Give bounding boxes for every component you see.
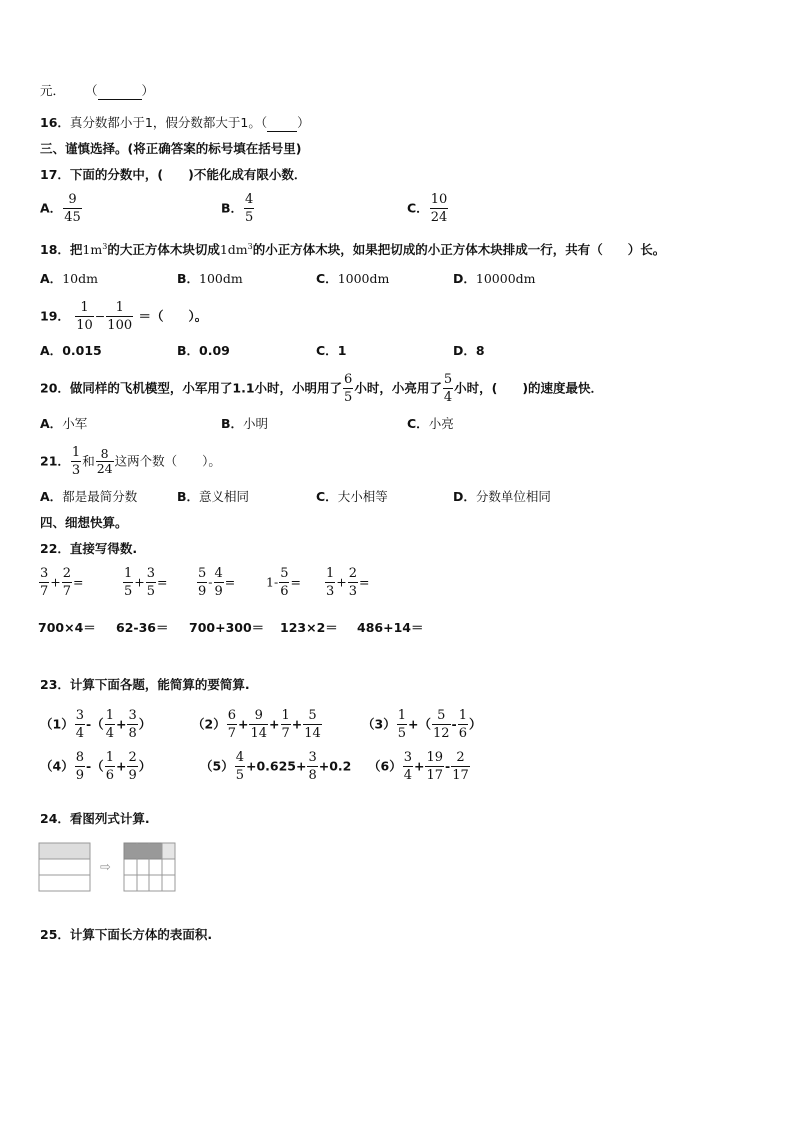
text: （6）: [368, 758, 402, 774]
denominator: 8: [308, 768, 317, 783]
fraction: [105, 749, 115, 784]
fraction: [403, 749, 413, 784]
option-text: 都是最简分数: [62, 489, 138, 504]
numerator: 2: [348, 566, 358, 581]
text: +0.625+: [245, 758, 307, 774]
fraction: [146, 565, 156, 600]
denominator: 7: [281, 726, 290, 741]
option-text: 10000dm: [475, 271, 536, 286]
text: +: [50, 574, 61, 590]
option-a[interactable]: [40, 416, 87, 432]
option-a[interactable]: [40, 191, 83, 226]
denominator: 17: [426, 768, 444, 783]
numerator: 3: [40, 566, 49, 581]
fraction: [307, 749, 317, 784]
expression: 123×2＝: [280, 620, 338, 635]
denominator: 4: [105, 726, 114, 741]
option-c[interactable]: [407, 416, 454, 432]
fraction: [281, 707, 291, 742]
denominator: 9: [214, 584, 223, 599]
numerator: 6: [227, 708, 236, 723]
option-label: A．: [40, 200, 63, 216]
text: +: [413, 758, 425, 774]
shaded-part: [39, 843, 90, 859]
fraction: [75, 749, 85, 784]
text: -: [208, 574, 213, 590]
numerator: 1: [105, 708, 114, 723]
option-label: C．: [407, 200, 429, 216]
numerator: 1: [397, 708, 406, 723]
option-c[interactable]: [316, 271, 389, 287]
denominator: 5: [124, 584, 133, 599]
text: ）: [469, 716, 482, 732]
denominator: 6: [280, 584, 289, 599]
fraction: [227, 707, 237, 742]
dark-shaded-part: [124, 843, 162, 859]
denominator: 6: [458, 726, 467, 741]
text: -: [451, 716, 457, 732]
denominator: 7: [227, 726, 236, 741]
question-16: 16．真分数都小于1，假分数都大于1。（ ）: [40, 115, 310, 130]
option-label: A．: [40, 271, 63, 286]
text: =: [73, 574, 84, 590]
fraction: [105, 707, 115, 742]
denominator: 14: [250, 726, 268, 741]
denominator: 8: [128, 726, 137, 741]
text: +（: [407, 716, 431, 732]
question-20-title: 20．做同样的飞机模型，小军用了1.1小时，小明用了 $\frac{6}{5}$ 小时，小亮用了 $\frac{5}{4}$ 小时，( )的速度最快．: [40, 372, 604, 405]
numerator: 1: [281, 708, 290, 723]
option-label: B．: [177, 271, 200, 286]
numerator: 1: [326, 566, 335, 581]
numerator: 2: [62, 566, 72, 581]
text: +: [291, 716, 303, 732]
fraction: [425, 749, 444, 784]
expression-6: [368, 749, 471, 784]
expression: [38, 565, 84, 600]
text: -（: [85, 716, 104, 732]
numerator: 2: [128, 750, 137, 765]
option-text: 8: [475, 343, 485, 358]
option-label: B．: [221, 416, 244, 431]
fraction: [197, 565, 207, 600]
text: +: [134, 574, 145, 590]
option-text: 大小相等: [337, 489, 388, 504]
text: ）: [138, 758, 152, 774]
numerator: 4: [245, 192, 254, 207]
text: =: [157, 574, 168, 590]
question-25-title: 25．计算下面长方体的表面积.: [40, 927, 213, 942]
option-b[interactable]: [221, 191, 255, 226]
fraction: [127, 749, 137, 784]
expression: [196, 565, 235, 600]
question-18-title: 18．把$1m^3$的大正方体木块切成$1dm^3$的小正方体木块，如果把切成的小正方体木块排成一行，共有（ ）长。: [40, 242, 666, 258]
option-label: C．: [316, 271, 338, 286]
numerator: 2: [456, 750, 465, 765]
option-text: 0.015: [62, 343, 102, 358]
fraction: [397, 707, 407, 742]
expression: 700×4＝: [38, 620, 96, 635]
answer-blank[interactable]: [267, 115, 297, 132]
text: （5）: [200, 758, 234, 774]
numerator: 5: [280, 566, 289, 581]
expression: 62-36＝: [116, 620, 169, 635]
numerator: 1: [458, 708, 467, 723]
text: -: [445, 758, 451, 774]
denominator: 5: [245, 210, 254, 225]
option-text: 100dm: [199, 271, 243, 286]
numerator: 3: [403, 750, 412, 765]
fraction: [451, 749, 470, 784]
option-text: 10dm: [62, 271, 98, 286]
numerator: 19: [426, 750, 444, 765]
option-label: A．: [40, 489, 63, 504]
option-label: B．: [177, 489, 200, 504]
denominator: 17: [452, 768, 469, 783]
denominator: 24: [430, 210, 448, 225]
expression: [122, 565, 168, 600]
numerator: 3: [75, 708, 84, 723]
denominator: 7: [40, 584, 49, 599]
numerator: 1: [105, 750, 114, 765]
fraction: [303, 707, 322, 742]
denominator: 6: [105, 768, 114, 783]
text: +0.2: [318, 758, 352, 774]
fraction: $\frac{1}{10}$: [76, 300, 93, 333]
fraction: [123, 565, 133, 600]
option-text: 0.09: [199, 343, 230, 358]
option-text: 1000dm: [337, 271, 390, 286]
expression: 700+300＝: [189, 620, 265, 635]
fraction: [348, 565, 358, 600]
fraction: [62, 565, 72, 600]
expression-3: [362, 707, 482, 742]
fraction: $\frac{1}{3}$: [71, 445, 81, 478]
text: （1）: [40, 716, 74, 732]
question-23-title: 23．计算下面各题，能简算的要简算.: [40, 677, 250, 692]
option-label: C．: [316, 343, 338, 358]
fraction: [432, 707, 451, 742]
option-text: 小亮: [428, 416, 454, 431]
option-a[interactable]: [40, 489, 137, 505]
text: +: [115, 758, 127, 774]
option-b[interactable]: [177, 489, 249, 505]
fraction: [235, 749, 245, 784]
text: =: [224, 574, 236, 590]
question-17-title: 17．下面的分数中，( )不能化成有限小数．: [40, 167, 307, 182]
expression-1: [40, 707, 151, 742]
fraction: [214, 565, 224, 600]
light-shaded-part: [162, 843, 175, 859]
section-4-heading: 四、细想快算。: [40, 515, 128, 530]
option-a[interactable]: [40, 271, 98, 287]
option-label: C．: [316, 489, 338, 504]
denominator: 5: [146, 584, 156, 599]
option-c[interactable]: [316, 343, 346, 359]
option-b[interactable]: [177, 271, 243, 287]
option-d[interactable]: [453, 271, 536, 287]
text: （3）: [362, 716, 396, 732]
denominator: 14: [304, 726, 321, 741]
text: ）: [138, 716, 152, 732]
option-label: A．: [40, 416, 63, 431]
numerator: 3: [308, 750, 317, 765]
fraction: [279, 565, 289, 600]
q15-tail: 元． （ ）: [40, 83, 155, 98]
option-c[interactable]: [316, 489, 388, 505]
fraction: [63, 191, 82, 226]
question-21-title: 21． $\frac{1}{3}$ 和 $\frac{8}{24}$ 这两个数（ ）。: [40, 445, 221, 478]
text: -（: [85, 758, 104, 774]
answer-blank[interactable]: [98, 83, 142, 100]
denominator: 7: [62, 584, 72, 599]
fraction: [39, 565, 49, 600]
denominator: 4: [75, 726, 84, 741]
fraction: $\frac{5}{4}$: [443, 372, 453, 405]
numerator: 9: [254, 708, 263, 723]
fraction: [244, 191, 254, 226]
numerator: 3: [128, 708, 137, 723]
text: （2）: [192, 716, 226, 732]
option-label: A．: [40, 343, 63, 358]
denominator: 3: [326, 584, 335, 599]
question-24-title: 24．看图列式计算.: [40, 811, 150, 826]
option-label: B．: [177, 343, 200, 358]
expression-2: [192, 707, 323, 742]
text: +: [269, 716, 280, 732]
fraction: $\frac{1}{100}$: [107, 300, 133, 333]
fraction: $\frac{8}{24}$: [96, 446, 113, 476]
denominator: 5: [397, 726, 406, 741]
expression: [266, 565, 301, 600]
fraction: [75, 707, 85, 742]
option-text: 1: [337, 343, 347, 358]
fraction: [325, 565, 335, 600]
text: （4）: [40, 758, 74, 774]
denominator: 5: [235, 768, 244, 783]
text: +: [115, 716, 127, 732]
text: +: [237, 716, 249, 732]
fraction: [458, 707, 468, 742]
text: =: [290, 574, 301, 590]
question-22-title: 22．直接写得数.: [40, 541, 138, 556]
fraction: [127, 707, 137, 742]
option-label: C．: [407, 416, 429, 431]
numerator: 3: [146, 566, 156, 581]
denominator: 9: [75, 768, 84, 783]
option-label: B．: [221, 200, 244, 216]
option-label: D．: [453, 343, 476, 358]
text: 1-: [266, 574, 279, 590]
option-b[interactable]: [177, 343, 230, 359]
option-a[interactable]: [40, 343, 102, 359]
text: =: [359, 574, 370, 590]
denominator: 45: [64, 210, 81, 225]
numerator: 4: [235, 750, 244, 765]
text: +: [336, 574, 347, 590]
question-19-title: 19． $\frac{1}{10}$ − $\frac{1}{100}$ ＝（ ）。: [40, 300, 208, 333]
numerator: 4: [214, 566, 223, 581]
numerator: 8: [75, 750, 84, 765]
expression: 486+14＝: [357, 620, 424, 635]
fraction: [249, 707, 268, 742]
expression-4: [40, 749, 151, 784]
option-d[interactable]: [453, 343, 485, 359]
option-text: 小军: [62, 416, 88, 431]
expression: [324, 565, 370, 600]
fraction: $\frac{6}{5}$: [344, 372, 353, 405]
denominator: 3: [348, 584, 358, 599]
option-c[interactable]: [407, 191, 449, 226]
option-d[interactable]: [453, 489, 551, 505]
numerator: 5: [198, 566, 207, 581]
arrow-icon: ⇨: [100, 860, 111, 875]
denominator: 9: [198, 584, 207, 599]
denominator: 4: [403, 768, 412, 783]
denominator: 12: [432, 726, 450, 741]
numerator: 9: [68, 192, 77, 207]
option-text: 分数单位相同: [475, 489, 551, 504]
fraction: [430, 191, 449, 226]
numerator: 1: [124, 566, 133, 581]
numerator: 10: [430, 192, 448, 207]
expression-5: [200, 749, 351, 784]
numerator: 5: [308, 708, 317, 723]
option-text: 意义相同: [199, 489, 250, 504]
option-b[interactable]: [221, 416, 268, 432]
option-label: D．: [453, 271, 476, 286]
denominator: 9: [128, 768, 137, 783]
option-label: D．: [453, 489, 476, 504]
section-3-heading: 三、谨慎选择。(将正确答案的标号填在括号里): [40, 141, 302, 156]
option-text: 小明: [243, 416, 269, 431]
numerator: 5: [437, 708, 446, 723]
